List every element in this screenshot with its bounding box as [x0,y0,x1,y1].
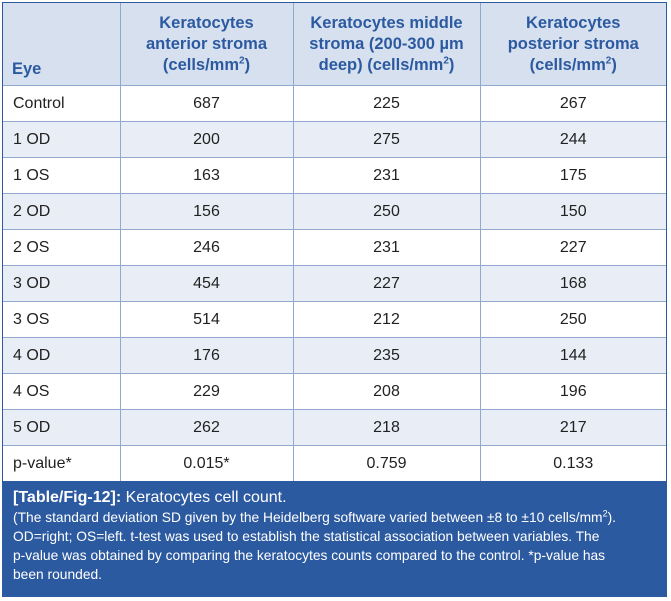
header-posterior-line3: (cells/mm [529,55,606,74]
cell-eye: 1 OS [3,158,120,194]
cell-posterior: 244 [480,122,666,158]
cell-posterior: 150 [480,194,666,230]
cell-anterior: 163 [120,158,293,194]
cell-anterior: 687 [120,86,293,122]
cell-middle: 208 [293,374,480,410]
caption-line4: been rounded. [13,567,102,582]
cell-anterior: 454 [120,266,293,302]
header-anterior-line3-end: ) [244,55,251,74]
cell-posterior: 0.133 [480,446,666,482]
cell-eye: 1 OD [3,122,120,158]
header-middle [293,3,480,86]
header-middle-line2: stroma (200-300 µm [309,34,464,53]
cell-middle: 212 [293,302,480,338]
cell-anterior: 156 [120,194,293,230]
caption-line2: OD=right; OS=left. t-test was used to establish the statistical association between variables. The [13,529,600,544]
header-middle-sup: 2 [443,55,449,66]
caption-tag: [Table/Fig-12]: [13,489,122,506]
header-posterior-line1: Keratocytes [526,13,621,32]
header-posterior-sup: 2 [605,55,612,66]
caption-line1: (The standard deviation SD given by the Heidelberg software varied between ±8 to ±10 cells/mm [13,510,603,525]
cell-middle: 231 [293,158,480,194]
table-row [3,374,666,410]
cell-anterior: 0.015* [120,446,293,482]
table-row [3,410,666,446]
caption-line1-sup: 2 [602,508,608,519]
table-row [3,338,666,374]
table-figure [2,2,667,597]
header-row [3,3,666,86]
cell-anterior: 200 [120,122,293,158]
caption-line1-end: ). [607,510,617,525]
cell-eye: 4 OD [3,338,120,374]
header-anterior-sup: 2 [239,55,245,66]
header-middle-line3-end: ) [448,55,455,74]
header-anterior [120,3,293,86]
cell-eye: 2 OS [3,230,120,266]
cell-eye: 3 OD [3,266,120,302]
cell-posterior: 175 [480,158,666,194]
cell-middle: 0.759 [293,446,480,482]
cell-anterior: 229 [120,374,293,410]
table-caption [3,481,666,597]
header-anterior-line3: (cells/mm [162,55,240,74]
caption-title [13,487,658,508]
cell-middle: 235 [293,338,480,374]
header-anterior-line2: anterior stroma [145,34,268,53]
caption-line3: p-value was obtained by comparing the keratocytes counts compared to the control. *p-value has [13,548,606,563]
header-eye: Eye [3,3,120,86]
cell-posterior: 144 [480,338,666,374]
header-posterior-line3-end: ) [611,55,617,74]
cell-middle: 225 [293,86,480,122]
cell-middle: 231 [293,230,480,266]
header-middle-line3: deep) (cells/mm [318,55,444,74]
table-row [3,122,666,158]
cell-middle: 227 [293,266,480,302]
cell-anterior: 176 [120,338,293,374]
cell-posterior: 227 [480,230,666,266]
cell-eye: 5 OD [3,410,120,446]
keratocytes-table [3,3,666,481]
caption-body [13,508,658,584]
cell-eye: 3 OS [3,302,120,338]
header-anterior-line1: Keratocytes [159,13,254,32]
header-posterior-line2: posterior stroma [507,34,639,53]
cell-posterior: 267 [480,86,666,122]
cell-anterior: 514 [120,302,293,338]
cell-posterior: 250 [480,302,666,338]
cell-posterior: 196 [480,374,666,410]
table-row [3,302,666,338]
cell-anterior: 262 [120,410,293,446]
cell-posterior: 217 [480,410,666,446]
header-posterior [480,3,666,86]
table-row [3,194,666,230]
cell-middle: 250 [293,194,480,230]
cell-middle: 275 [293,122,480,158]
table-row-pvalue [3,446,666,482]
cell-anterior: 246 [120,230,293,266]
cell-eye: Control [3,86,120,122]
table-row [3,230,666,266]
caption-title-text: Keratocytes cell count. [121,489,287,506]
cell-eye: 4 OS [3,374,120,410]
header-middle-line1: Keratocytes middle [310,13,463,32]
cell-middle: 218 [293,410,480,446]
table-row [3,158,666,194]
cell-posterior: 168 [480,266,666,302]
cell-eye: 2 OD [3,194,120,230]
cell-eye: p-value* [3,446,120,482]
table-row [3,266,666,302]
table-row [3,86,666,122]
